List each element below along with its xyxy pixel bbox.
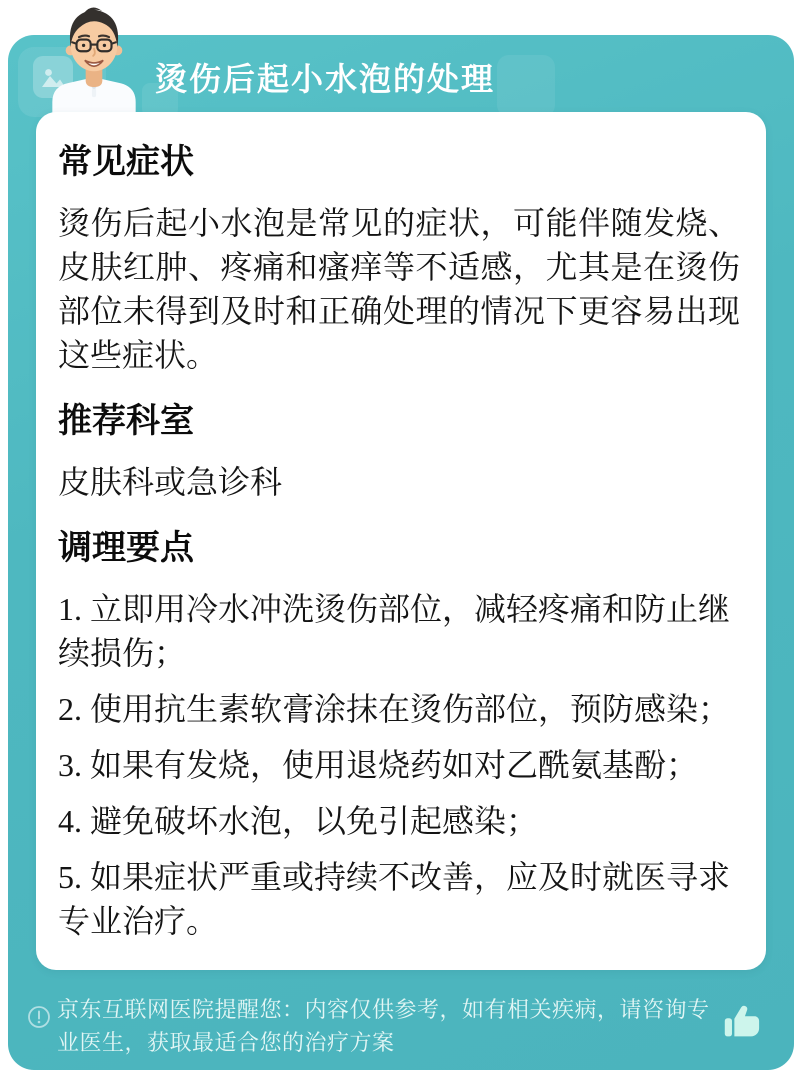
- department-paragraph: 皮肤科或急诊科: [58, 464, 283, 500]
- tip-item: [58, 855, 740, 943]
- tip-text: 使用抗生素软膏涂抹在烫伤部位，预防感染；: [90, 691, 731, 727]
- tip-text: 立即用冷水冲洗烫伤部位，减轻疼痛和防止继续损伤；: [58, 591, 731, 671]
- decorative-shape: [497, 55, 555, 117]
- tip-item: [58, 799, 740, 843]
- tip-number: 5.: [58, 859, 82, 895]
- section-heading-tips: 调理要点: [58, 529, 194, 567]
- tip-item: [58, 687, 740, 731]
- tip-number: 4.: [58, 803, 82, 839]
- thumbs-up-icon[interactable]: [720, 1000, 766, 1046]
- section-heading-department: 推荐科室: [58, 402, 194, 440]
- doctor-avatar: [44, 2, 144, 128]
- section-heading-symptoms: 常见症状: [58, 143, 194, 181]
- tip-number: 1.: [58, 591, 82, 627]
- tip-item: [58, 587, 740, 675]
- disclaimer-text: 京东互联网医院提醒您：内容仅供参考，如有相关疾病，请咨询专业医生，获取最适合您的治疗方案: [57, 997, 710, 1055]
- disclaimer-footer: [8, 988, 794, 1070]
- article-card: [36, 112, 766, 970]
- tip-text: 如果有发烧，使用退烧药如对乙酰氨基酚；: [90, 747, 699, 783]
- alert-circle-icon: [27, 1005, 51, 1029]
- tip-number: 3.: [58, 747, 82, 783]
- symptoms-paragraph: 烫伤后起小水泡是常见的症状，可能伴随发烧、皮肤红肿、疼痛和瘙痒等不适感，尤其是在烫伤部位未得到及时和正确处理的情况下更容易出现这些症状。: [58, 205, 740, 373]
- tip-text: 如果症状严重或持续不改善，应及时就医寻求专业治疗。: [58, 859, 731, 939]
- tip-number: 2.: [58, 691, 82, 727]
- page-title: 烫伤后起小水泡的处理: [155, 61, 496, 97]
- tips-list: [58, 587, 740, 943]
- tip-text: 避免破坏水泡，以免引起感染；: [90, 803, 539, 839]
- tip-item: [58, 743, 740, 787]
